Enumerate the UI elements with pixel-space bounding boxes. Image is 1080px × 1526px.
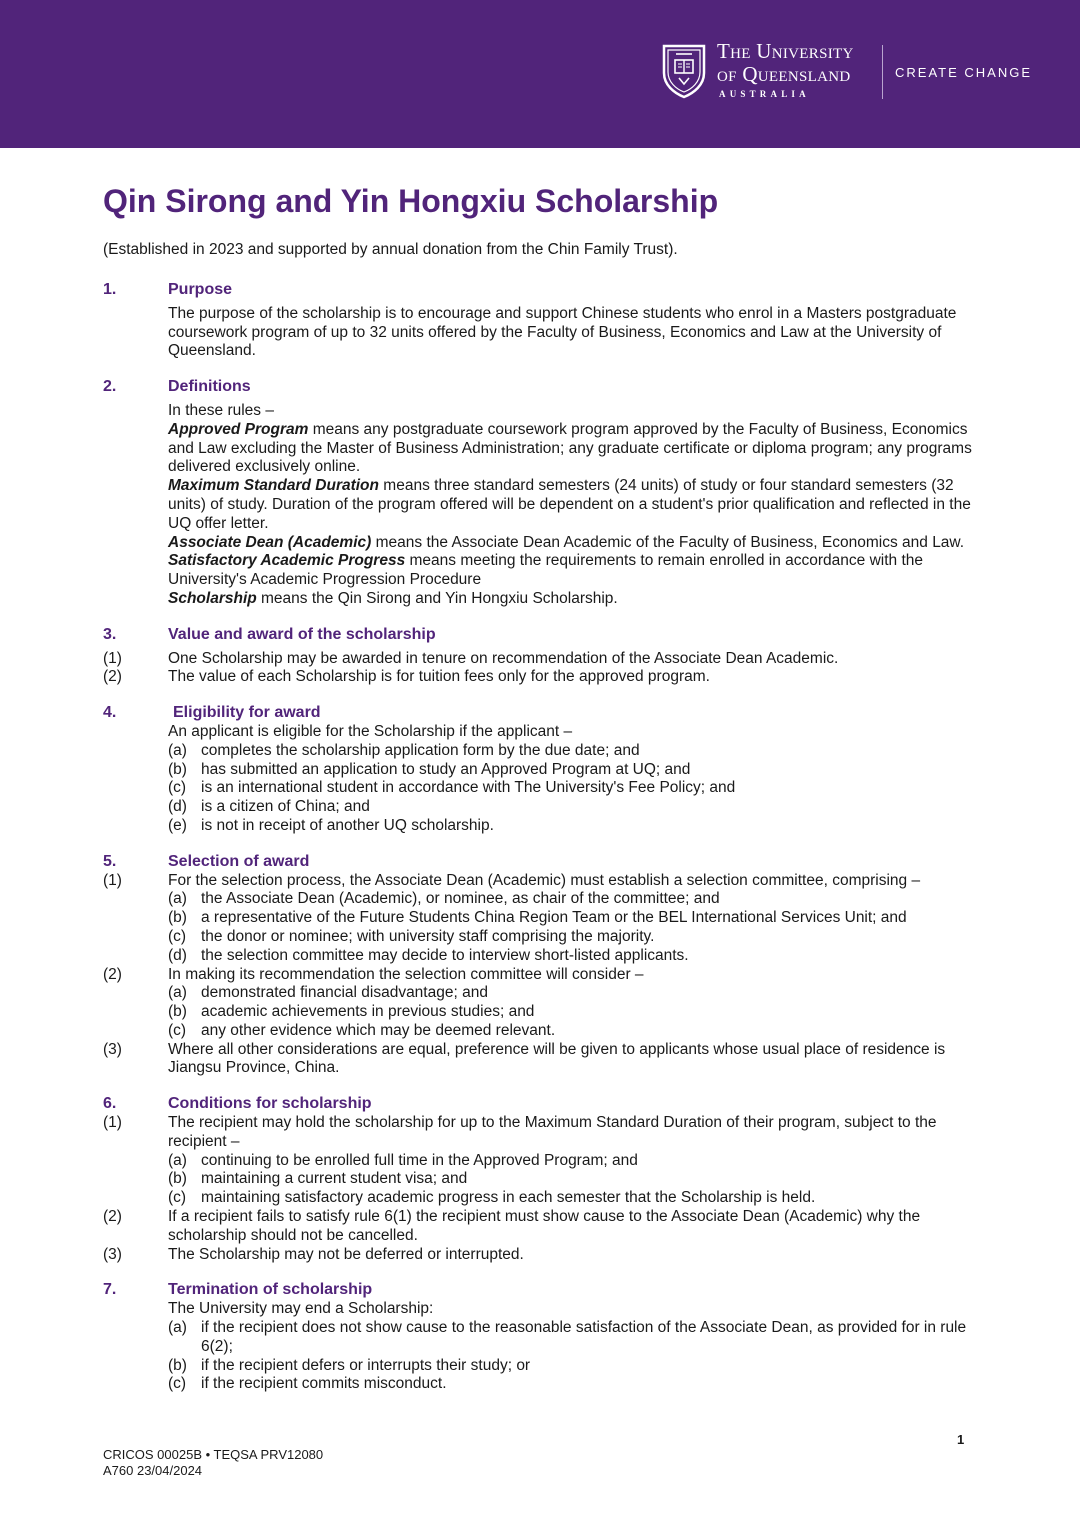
rule-text: The Scholarship may not be deferred or interrupted. xyxy=(168,1245,524,1263)
section-number: 1. xyxy=(103,281,117,298)
rule-number: (2) xyxy=(103,1208,122,1226)
rule-text: For the selection process, the Associate Dean (Academic) must establish a selection committee, comprising – xyxy=(168,871,921,889)
definition-term: Maximum Standard Duration xyxy=(168,477,379,495)
list-item-text: is a citizen of China; and xyxy=(201,798,370,816)
definition-text: means the Associate Dean Academic of the Faculty of Business, Economics and Law. xyxy=(371,533,965,551)
rule-item xyxy=(103,668,983,687)
rule-number: (3) xyxy=(103,1245,122,1263)
list-item-text: if the recipient does not show cause to the reasonable satisfaction of the Associate Dean, as provided for in rule 6(2); xyxy=(201,1319,967,1355)
section-heading: Eligibility for award xyxy=(173,704,321,722)
rule-item xyxy=(103,966,983,1041)
section-number: 5. xyxy=(103,852,117,870)
list-item-text: is an international student in accordance with The University's Fee Policy; and xyxy=(201,779,736,797)
section-number: 6. xyxy=(103,1095,117,1113)
section-conditions xyxy=(103,1095,983,1264)
list-item-text: a representative of the Future Students China Region Team or the BEL International Services Unit; and xyxy=(201,909,907,927)
list-item xyxy=(168,984,983,1003)
list-item xyxy=(168,1152,983,1171)
list-item-label: (c) xyxy=(168,1189,187,1207)
list-item-text: the donor or nominee; with university staff comprising the majority. xyxy=(201,927,655,945)
definition-item xyxy=(168,534,983,553)
footer-registration: CRICOS 00025B • TEQSA PRV12080 xyxy=(103,1447,324,1462)
list-item-label: (d) xyxy=(168,798,187,816)
list-item xyxy=(168,1003,983,1022)
list-item-text: has submitted an application to study an Approved Program at UQ; and xyxy=(201,760,691,778)
definition-term: Approved Program xyxy=(168,420,309,438)
list-item-label: (b) xyxy=(168,760,187,778)
section-purpose xyxy=(103,281,983,361)
header-banner xyxy=(0,0,1080,148)
list-item xyxy=(168,909,983,928)
section-heading: Value and award of the scholarship xyxy=(168,625,436,643)
rule-number: (2) xyxy=(103,965,122,983)
definition-text: means meeting the requirements to remain enrolled in accordance with the University's Academic Progression Procedure xyxy=(168,552,924,589)
section-number: 7. xyxy=(103,1281,117,1299)
list-item-text: maintaining a current student visa; and xyxy=(201,1170,468,1188)
university-country: AUSTRALIA xyxy=(719,89,810,99)
definition-text: means any postgraduate coursework program approved by the Faculty of Business, Economics and Law excluding the Master of Business Administration; any graduate certificate or diploma program; any programs delivered exclusively online. xyxy=(168,420,972,476)
list-item-text: completes the scholarship application form by the due date; and xyxy=(201,741,640,759)
definition-item xyxy=(168,477,983,533)
intro-text: (Established in 2023 and supported by annual donation from the Chin Family Trust). xyxy=(103,241,678,258)
list-item-text: continuing to be enrolled full time in the Approved Program; and xyxy=(201,1151,638,1169)
header-divider xyxy=(882,45,883,99)
rule-item xyxy=(103,1246,983,1265)
list-item xyxy=(168,779,983,798)
rules-content xyxy=(103,281,983,1411)
rule-item xyxy=(103,1041,983,1079)
list-item xyxy=(168,1189,983,1208)
uq-crest-icon xyxy=(660,43,708,99)
list-item-label: (a) xyxy=(168,984,187,1002)
page-footer xyxy=(103,1447,323,1479)
section-heading: Termination of scholarship xyxy=(168,1281,373,1299)
rule-text: Where all other considerations are equal, preference will be given to applicants whose usual place of residence is Jiangsu Province, China. xyxy=(168,1040,946,1077)
list-item xyxy=(168,947,983,966)
list-item-label: (c) xyxy=(168,1375,187,1393)
section-value-award xyxy=(103,626,983,687)
rule-text: One Scholarship may be awarded in tenure on recommendation of the Associate Dean Academic. xyxy=(168,649,839,667)
list-item-label: (e) xyxy=(168,816,187,834)
list-item xyxy=(168,1375,983,1394)
definition-item xyxy=(168,552,983,590)
list-item-label: (b) xyxy=(168,909,187,927)
list-item-text: demonstrated financial disadvantage; and xyxy=(201,984,488,1002)
list-item-text: if the recipient defers or interrupts their study; or xyxy=(201,1356,531,1374)
rule-item xyxy=(103,1208,983,1246)
list-item xyxy=(168,761,983,780)
list-item-label: (c) xyxy=(168,1021,187,1039)
section-heading: Selection of award xyxy=(168,852,310,870)
section-number: 2. xyxy=(103,378,117,396)
definition-term: Satisfactory Academic Progress xyxy=(168,552,406,570)
list-item-text: maintaining satisfactory academic progress in each semester that the Scholarship is held. xyxy=(201,1189,816,1207)
list-item-label: (b) xyxy=(168,1170,187,1188)
page-number: 1 xyxy=(957,1432,965,1447)
rule-item xyxy=(103,1114,983,1208)
list-item-text: if the recipient commits misconduct. xyxy=(201,1375,447,1393)
rule-number: (1) xyxy=(103,871,122,889)
university-name-line2: of Queensland xyxy=(717,62,851,86)
section-number: 4. xyxy=(103,704,117,722)
section-definitions xyxy=(103,378,983,609)
list-item-text: the selection committee may decide to interview short-listed applicants. xyxy=(201,946,689,964)
list-item xyxy=(168,817,983,836)
rule-number: (1) xyxy=(103,649,122,667)
section-text: The purpose of the scholarship is to encourage and support Chinese students who enrol in a Masters postgraduate coursework program of up to 32 units offered by the Faculty of Business, Economics and Law at the University of Queensland. xyxy=(168,304,957,360)
section-heading: Purpose xyxy=(168,281,233,298)
rule-text: The value of each Scholarship is for tuition fees only for the approved program. xyxy=(168,668,710,686)
rule-text: In making its recommendation the selection committee will consider – xyxy=(168,965,644,983)
rule-item xyxy=(103,650,983,669)
rule-number: (2) xyxy=(103,668,122,686)
section-lead: An applicant is eligible for the Scholarship if the applicant – xyxy=(168,722,573,740)
definition-text: means the Qin Sirong and Yin Hongxiu Scholarship. xyxy=(256,589,618,607)
list-item xyxy=(168,1319,983,1357)
definition-text: means three standard semesters (24 units) of study or four standard semesters (32 units) of study. Duration of the program offered will be dependent on a student's prior qualification and reflected in the UQ offer letter. xyxy=(168,477,971,532)
definition-term: Associate Dean (Academic) xyxy=(168,533,372,551)
list-item xyxy=(168,928,983,947)
list-item-label: (d) xyxy=(168,946,187,964)
footer-document-id: A760 23/04/2024 xyxy=(103,1463,203,1478)
tagline: CREATE CHANGE xyxy=(895,65,1032,80)
definition-term: Scholarship xyxy=(168,589,257,607)
section-lead: In these rules – xyxy=(168,401,274,419)
list-item-label: (b) xyxy=(168,1356,187,1374)
section-heading: Definitions xyxy=(168,378,251,396)
list-item xyxy=(168,1022,983,1041)
section-selection xyxy=(103,853,983,1079)
section-number: 3. xyxy=(103,625,117,643)
list-item-label: (b) xyxy=(168,1003,187,1021)
list-item-label: (c) xyxy=(168,927,187,945)
list-item-text: any other evidence which may be deemed relevant. xyxy=(201,1021,556,1039)
list-item-text: the Associate Dean (Academic), or nominee, as chair of the committee; and xyxy=(201,890,720,908)
section-termination xyxy=(103,1281,983,1394)
university-name-line1: The University xyxy=(717,39,854,63)
list-item xyxy=(168,890,983,909)
list-item xyxy=(168,1170,983,1189)
definition-item xyxy=(168,421,983,477)
university-name xyxy=(717,40,854,86)
rule-number: (1) xyxy=(103,1114,122,1132)
list-item xyxy=(168,798,983,817)
list-item-label: (c) xyxy=(168,779,187,797)
rule-item xyxy=(103,872,983,966)
section-lead: The University may end a Scholarship: xyxy=(168,1300,434,1318)
list-item xyxy=(168,742,983,761)
list-item-label: (a) xyxy=(168,1151,187,1169)
list-item-text: is not in receipt of another UQ scholarship. xyxy=(201,816,494,834)
list-item-text: academic achievements in previous studies; and xyxy=(201,1003,535,1021)
rule-text: If a recipient fails to satisfy rule 6(1) the recipient must show cause to the Associate Dean (Academic) why the scholarship should not be cancelled. xyxy=(168,1208,921,1244)
definition-item xyxy=(168,590,983,609)
list-item-label: (a) xyxy=(168,1319,187,1337)
rule-number: (3) xyxy=(103,1040,122,1058)
section-eligibility xyxy=(103,704,983,836)
list-item-label: (a) xyxy=(168,741,187,759)
rule-text: The recipient may hold the scholarship for up to the Maximum Standard Duration of their program, subject to the recipient – xyxy=(168,1114,937,1150)
page-title: Qin Sirong and Yin Hongxiu Scholarship xyxy=(103,183,719,219)
list-item-label: (a) xyxy=(168,890,187,908)
section-heading: Conditions for scholarship xyxy=(168,1095,372,1113)
list-item xyxy=(168,1357,983,1376)
